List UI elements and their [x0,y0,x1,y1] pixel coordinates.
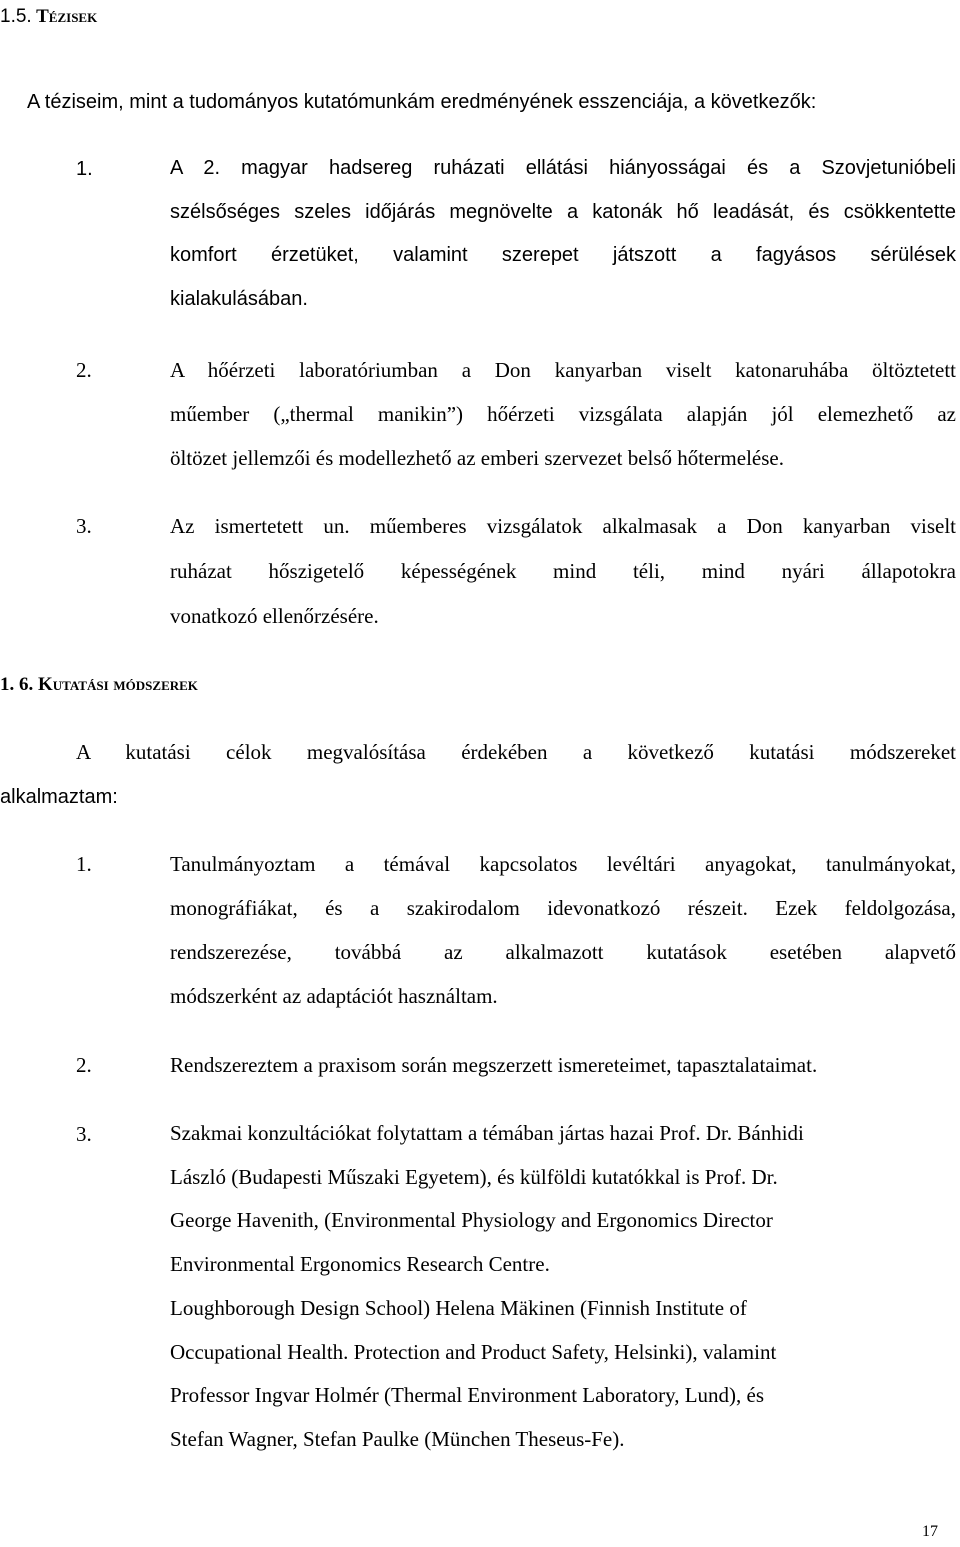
text-line: Tanulmányoztam a témával kapcsolatos levéltári anyagokat, tanulmányokat, [170,852,956,876]
text-line: Professor Ingvar Holmér (Thermal Environment Laboratory, Lund), és [170,1383,765,1408]
method-text [170,1112,956,1462]
theses-intro: A téziseim, mint a tudományos kutatómunkám eredményének esszenciája, a következők: [27,91,817,113]
text-line: rendszerezése, továbbá az alkalmazott kutatások esetében alapvető [170,940,956,964]
thesis-number: 2. [76,358,92,382]
text-line: A 2. magyar hadsereg ruházati ellátási hiányosságai és a Szovjetunióbeli [170,157,956,179]
method-number: 1. [76,852,92,876]
section-heading-1-5 [0,4,97,30]
thesis-text [170,504,956,639]
text-line: A hőérzeti laboratóriumban a Don kanyarban viselt katonaruhába öltöztetett [170,358,956,382]
method-text [170,1043,956,1087]
text-line: műember („thermal manikin”) hőérzeti vizsgálata alapján jól elemezhető az [170,402,956,426]
text-line: Loughborough Design School) Helena Mäkinen (Finnish Institute of [170,1295,747,1320]
text-line: Szakmai konzultációkat folytattam a témában jártas hazai Prof. Dr. Bánhidi [170,1121,804,1145]
text-line: Occupational Health. Protection and Product Safety, Helsinki), valamint [170,1339,777,1364]
text-line: öltözet jellemzői és modellezhető az emberi szervezet belső hőtermelése. [170,446,784,470]
text-line: Rendszereztem a praxisom során megszerzett ismereteimet, tapasztalataimat. [170,1053,818,1077]
methods-intro-continuation: alkalmaztam: [0,786,118,808]
text-line: László (Budapesti Műszaki Egyetem), és külföldi kutatókkal is Prof. Dr. [170,1164,778,1189]
thesis-text [170,348,956,480]
text-line: ruházat hőszigetelő képességének mind téli, mind nyári állapotokra [170,559,956,583]
method-number: 3. [76,1122,92,1146]
method-text [170,842,956,1018]
text-line: A kutatási célok megvalósítása érdekében a következő kutatási módszereket [76,740,956,764]
section-title: Kutatási módszerek [38,674,198,695]
text-line: komfort érzetüket, valamint szerepet játszott a fagyásos sérülések [170,244,956,266]
text-line: vonatkozó ellenőrzésére. [170,604,379,628]
section-title: Tézisek [36,6,98,27]
text-line: módszerként az adaptációt használtam. [170,984,498,1008]
thesis-number: 1. [76,158,93,180]
text-line: Stefan Wagner, Stefan Paulke (München Theseus-Fe). [170,1426,625,1451]
thesis-number: 3. [76,514,92,538]
section-number: 1. 6. [0,674,34,695]
text-line: monográfiákat, és a szakirodalom idevonatkozó részeit. Ezek feldolgozása, [170,896,956,920]
section-number: 1.5. [0,6,32,27]
thesis-text [170,147,956,321]
method-number: 2. [76,1053,92,1077]
section-heading-1-6 [0,672,198,698]
methods-intro [76,730,956,774]
text-line: Az ismertetett un. műemberes vizsgálatok alkalmasak a Don kanyarban viselt [170,514,956,538]
text-line: szélsőséges szeles időjárás megnövelte a katonák hő leadását, és csökkentette [170,200,956,223]
text-line: kialakulásában. [170,287,308,310]
text-line: Environmental Ergonomics Research Centre. [170,1252,550,1277]
text-line: George Havenith, (Environmental Physiology and Ergonomics Director [170,1208,773,1233]
page-number: 17 [922,1523,938,1540]
